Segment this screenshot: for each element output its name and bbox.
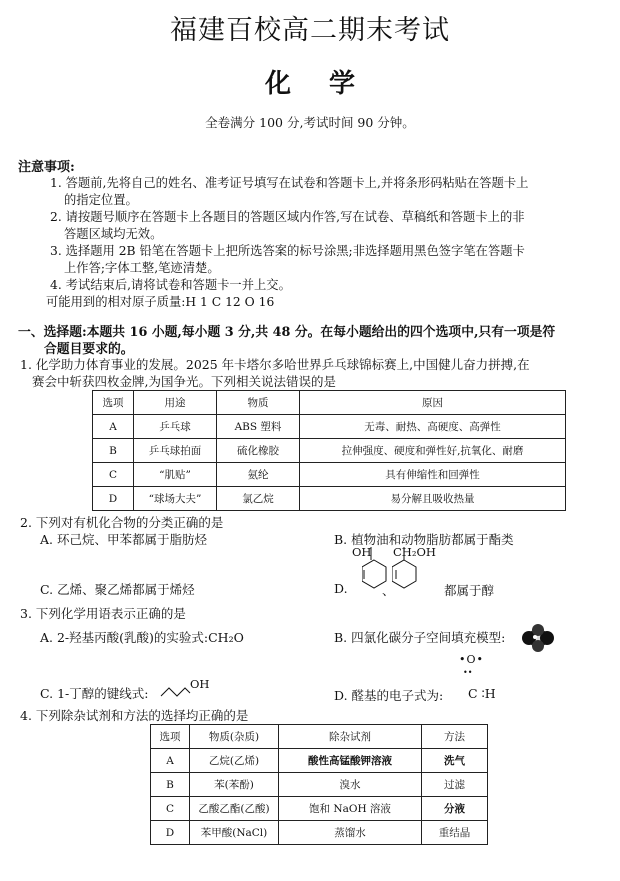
table-header: 除杂试剂 xyxy=(279,725,422,749)
table-header: 物质(杂质) xyxy=(190,725,279,749)
q3-option-b: B. 四氯化碳分子空间填充模型: xyxy=(334,630,506,645)
table-cell: 硫化橡胶 xyxy=(217,439,300,463)
separator: 、 xyxy=(382,583,395,598)
table-cell: 具有伸缩性和回弹性 xyxy=(300,463,566,487)
q2-option-d-suffix: 都属于醇 xyxy=(444,583,495,598)
ccl4-space-filling-model xyxy=(522,624,554,656)
oxygen-symbol: O xyxy=(466,653,477,666)
notice-heading: 注意事项: xyxy=(18,160,75,175)
table-cell: A xyxy=(151,749,190,773)
table-header: 原因 xyxy=(300,391,566,415)
table-header: 物质 xyxy=(217,391,300,415)
table-row xyxy=(93,463,566,487)
table-row xyxy=(151,797,488,821)
benzyl-ch2oh-label: CH₂OH xyxy=(393,545,436,559)
table-header: 用途 xyxy=(134,391,217,415)
notice-line: 的指定位置。 xyxy=(64,193,138,207)
notice-line: 1. 答题前,先将自己的姓名、准考证号填写在试卷和答题卡上,并将条形码粘贴在答题卡上 xyxy=(50,176,529,190)
table-row xyxy=(93,439,566,463)
table-cell: B xyxy=(151,773,190,797)
question-stem: 1. 化学助力体育事业的发展。2025 年卡塔尔多哈世界乒乓球锦标赛上,中国健儿奋力拼搏,在 xyxy=(20,357,530,372)
table-cell: 氯乙烷 xyxy=(217,487,300,511)
table-cell: B xyxy=(93,439,134,463)
table-cell: 易分解且吸收热量 xyxy=(300,487,566,511)
table-row xyxy=(151,821,488,845)
exam-title: 福建百校高二期末考试 xyxy=(170,15,450,46)
q2-option-b: B. 植物油和动物脂肪都属于酯类 xyxy=(334,532,514,547)
table-cell: 氨纶 xyxy=(217,463,300,487)
butanol-oh-label: OH xyxy=(190,677,210,691)
q2-option-c: C. 乙烯、聚乙烯都属于烯烃 xyxy=(40,582,195,597)
section-heading xyxy=(18,324,608,358)
table-cell: 洗气 xyxy=(422,749,488,773)
q4-table xyxy=(150,724,488,845)
table-row xyxy=(151,749,488,773)
q3-option-d: D. 醛基的电子式为: xyxy=(334,688,444,703)
table-cell: 重结晶 xyxy=(422,821,488,845)
q2-option-d-prefix: D. xyxy=(334,581,348,596)
table-cell: 过滤 xyxy=(422,773,488,797)
table-cell: C xyxy=(93,463,134,487)
molecule-model-icon xyxy=(522,624,554,652)
subject-title: 化学 xyxy=(264,69,393,99)
notice-line: 2. 请按题号顺序在答题卡上各题目的答题区域内作答,写在试卷、草稿纸和答题卡上的非 xyxy=(50,210,525,224)
table-row xyxy=(151,773,488,797)
question-3-stem: 3. 下列化学用语表示正确的是 xyxy=(20,606,186,621)
question-4-stem: 4. 下列除杂试剂和方法的选择均正确的是 xyxy=(20,708,249,723)
q2-option-a: A. 环己烷、甲苯都属于脂肪烃 xyxy=(40,532,207,547)
table-cell: 饱和 NaOH 溶液 xyxy=(279,797,422,821)
table-cell: D xyxy=(151,821,190,845)
table-cell: 乙酸乙酯(乙酸) xyxy=(190,797,279,821)
aldehyde-formula: C ∶H xyxy=(468,686,496,701)
notice-line: 上作答;字体工整,笔迹清楚。 xyxy=(64,261,220,275)
table-cell: 酸性高锰酸钾溶液 xyxy=(279,749,422,773)
notice-line: 3. 选择题用 2B 铅笔在答题卡上把所选答案的标号涂黑;非选择题用黑色签字笔在答题卡 xyxy=(50,244,525,258)
table-header: 选项 xyxy=(93,391,134,415)
table-header-row xyxy=(151,725,488,749)
table-row xyxy=(93,415,566,439)
table-cell: “球场大夫” xyxy=(134,487,217,511)
table-header: 方法 xyxy=(422,725,488,749)
q3-option-a: A. 2-羟基丙酸(乳酸)的实验式:CH₂O xyxy=(40,630,244,645)
benzene-ring-icon xyxy=(392,546,422,596)
q1-table xyxy=(92,390,566,511)
table-cell: A xyxy=(93,415,134,439)
skeletal-formula-icon xyxy=(160,684,192,700)
section-heading-line: 一、选择题:本题共 16 小题,每小题 3 分,共 48 分。在每小题给出的四个选项中,只有一项是符 xyxy=(18,325,556,340)
section-heading-line: 合题目要求的。 xyxy=(44,342,134,357)
table-cell: ABS 塑料 xyxy=(217,415,300,439)
q3-option-c: C. 1-丁醇的键线式: xyxy=(40,686,149,701)
question-2-stem: 2. 下列对有机化合物的分类正确的是 xyxy=(20,515,224,530)
notice-line: 答题区域均无效。 xyxy=(64,227,163,241)
table-row xyxy=(93,487,566,511)
score-line: 全卷满分 100 分,考试时间 90 分钟。 xyxy=(205,115,415,130)
notice-line: 4. 考试结束后,请将试卷和答题卡一并上交。 xyxy=(50,278,291,292)
electron-dots-top: •O• xyxy=(459,653,485,666)
table-header: 选项 xyxy=(151,725,190,749)
table-cell: 无毒、耐热、高硬度、高弹性 xyxy=(300,415,566,439)
table-cell: 分液 xyxy=(422,797,488,821)
phenol-oh-label: OH xyxy=(352,545,372,559)
notice-list xyxy=(46,175,595,311)
table-cell: C xyxy=(151,797,190,821)
benzyl-alcohol-structure xyxy=(392,546,422,599)
electron-dots-mid: •• xyxy=(463,668,473,677)
question-1 xyxy=(20,356,600,390)
table-cell: 乒乓球拍面 xyxy=(134,439,217,463)
table-cell: 苯(苯酚) xyxy=(190,773,279,797)
question-stem: 赛会中斩获四枚金牌,为国争光。下列相关说法错误的是 xyxy=(32,374,336,389)
table-cell: 蒸馏水 xyxy=(279,821,422,845)
table-cell: 乙烷(乙烯) xyxy=(190,749,279,773)
table-cell: 溴水 xyxy=(279,773,422,797)
table-cell: 苯甲酸(NaCl) xyxy=(190,821,279,845)
atomic-mass-line: 可能用到的相对原子质量:H 1 C 12 O 16 xyxy=(46,295,275,309)
table-header-row xyxy=(93,391,566,415)
table-cell: 乒乓球 xyxy=(134,415,217,439)
butanol-skeletal-formula xyxy=(160,684,192,704)
table-cell: “肌贴” xyxy=(134,463,217,487)
table-cell: D xyxy=(93,487,134,511)
table-cell: 拉伸强度、硬度和弹性好,抗氧化、耐磨 xyxy=(300,439,566,463)
